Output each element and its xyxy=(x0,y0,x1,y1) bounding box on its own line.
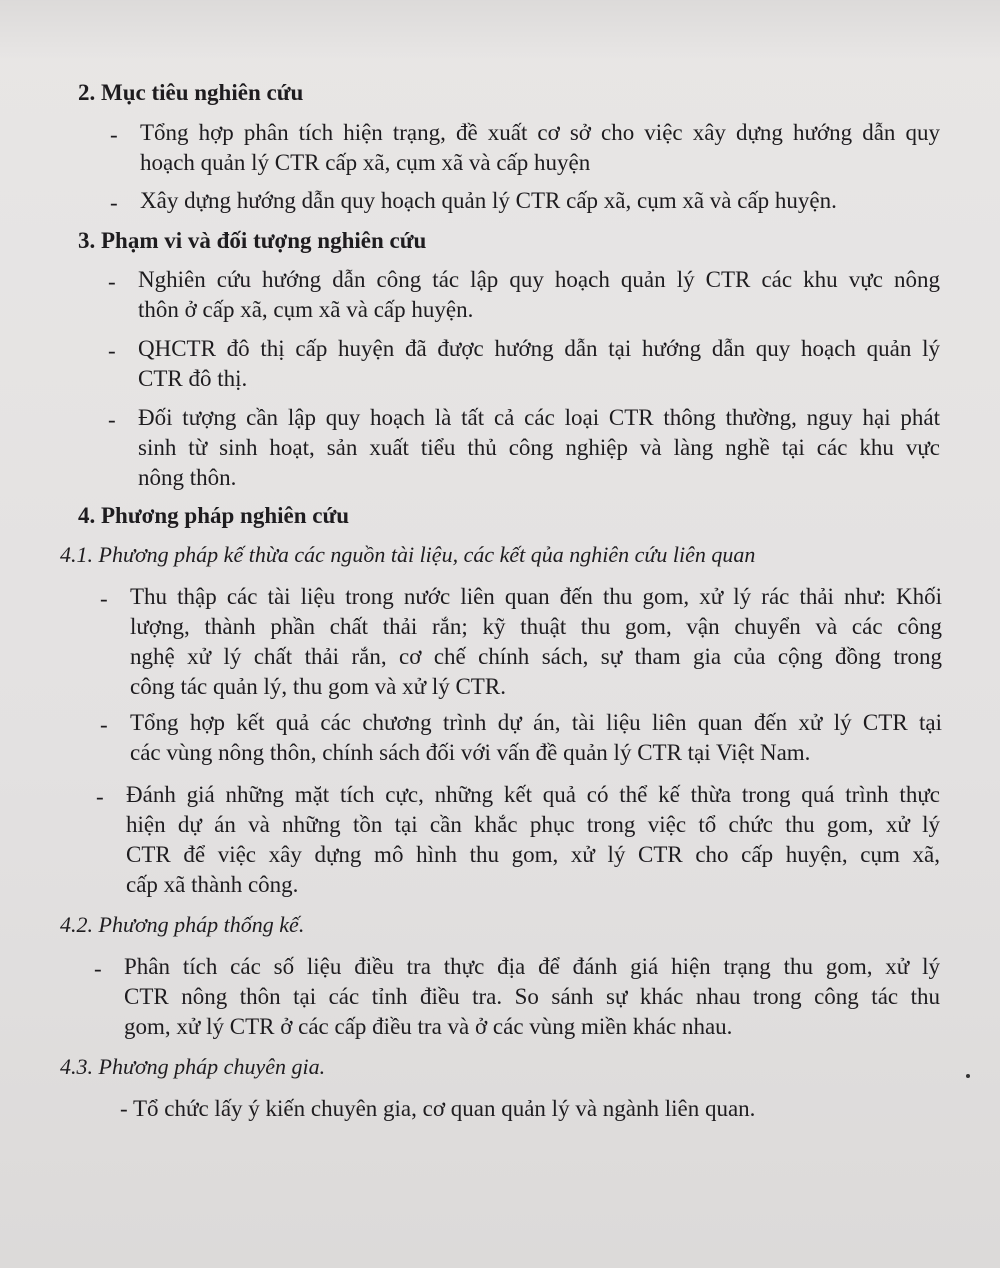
ink-speck xyxy=(966,1074,970,1078)
subsection-4-1-title: 4.1. Phương pháp kế thừa các nguồn tài liệu, các kết qủa nghiên cứu liên quan xyxy=(60,542,756,567)
text-line: sinh từ sinh hoạt, sản xuất tiểu thủ công nghiệp và làng nghề tại các khu vực xyxy=(138,435,940,460)
bullet-dash: - xyxy=(108,269,116,294)
bullet-dash: - xyxy=(108,338,116,363)
text-line: nghệ xử lý chất thải rắn, cơ chế chính sách, sự tham gia của cộng đồng trong xyxy=(130,644,942,669)
text-line: cấp xã thành công. xyxy=(126,872,299,897)
page-shadow xyxy=(0,0,1000,60)
text-line: CTR để việc xây dựng mô hình thu gom, xử lý CTR cho cấp huyện, cụm xã, xyxy=(126,842,940,867)
text-line: - Tổ chức lấy ý kiến chuyên gia, cơ quan quản lý và ngành liên quan. xyxy=(120,1096,756,1121)
subsection-4-3-title: 4.3. Phương pháp chuyên gia. xyxy=(60,1054,326,1079)
bullet-dash: - xyxy=(110,122,118,147)
text-line: Đánh giá những mặt tích cực, những kết quả có thể kế thừa trong quá trình thực xyxy=(126,782,940,807)
subsection-4-2-title: 4.2. Phương pháp thống kế. xyxy=(60,912,305,937)
text-line: Tổng hợp phân tích hiện trạng, đề xuất cơ sở cho việc xây dựng hướng dẫn quy xyxy=(140,120,940,145)
text-line: CTR nông thôn tại các tỉnh điều tra. So sánh sự khác nhau trong công tác thu xyxy=(124,984,940,1009)
text-line: QHCTR đô thị cấp huyện đã được hướng dẫn tại hướng dẫn quy hoạch quản lý xyxy=(138,336,940,361)
text-line: CTR đô thị. xyxy=(138,366,248,391)
section-2-heading: 2. Mục tiêu nghiên cứu xyxy=(78,80,304,105)
bullet-dash: - xyxy=(100,586,108,611)
text-line: Thu thập các tài liệu trong nước liên quan đến thu gom, xử lý rác thải như: Khối xyxy=(130,584,942,609)
text-line: Xây dựng hướng dẫn quy hoạch quản lý CTR cấp xã, cụm xã và cấp huyện. xyxy=(140,188,837,213)
bullet-dash: - xyxy=(110,190,118,215)
text-line: hiện dự án và những tồn tại cần khắc phục trong việc tổ chức thu gom, xử lý xyxy=(126,812,940,837)
section-4-heading: 4. Phương pháp nghiên cứu xyxy=(78,503,350,528)
bullet-dash: - xyxy=(96,784,104,809)
text-line: Phân tích các số liệu điều tra thực địa để đánh giá hiện trạng thu gom, xử lý xyxy=(124,954,940,979)
text-line: công tác quản lý, thu gom và xử lý CTR. xyxy=(130,674,506,699)
section-3-heading: 3. Phạm vi và đối tượng nghiên cứu xyxy=(78,228,427,253)
text-line: Nghiên cứu hướng dẫn công tác lập quy hoạch quản lý CTR các khu vực nông xyxy=(138,267,940,292)
text-line: gom, xử lý CTR ở các cấp điều tra và ở các vùng miền khác nhau. xyxy=(124,1014,733,1039)
text-line: hoạch quản lý CTR cấp xã, cụm xã và cấp huyện xyxy=(140,150,591,175)
text-line: Đối tượng cần lập quy hoạch là tất cả các loại CTR thông thường, nguy hại phát xyxy=(138,405,940,430)
bullet-dash: - xyxy=(100,712,108,737)
text-line: lượng, thành phần chất thải rắn; kỹ thuật thu gom, vận chuyển và các công xyxy=(130,614,942,639)
text-line: nông thôn. xyxy=(138,465,237,490)
text-line: thôn ở cấp xã, cụm xã và cấp huyện. xyxy=(138,297,474,322)
bullet-dash: - xyxy=(108,407,116,432)
bullet-dash: - xyxy=(94,956,102,981)
text-line: các vùng nông thôn, chính sách đối với vấn đề quản lý CTR tại Việt Nam. xyxy=(130,740,811,765)
text-line: Tổng hợp kết quả các chương trình dự án, tài liệu liên quan đến xử lý CTR tại xyxy=(130,710,942,735)
